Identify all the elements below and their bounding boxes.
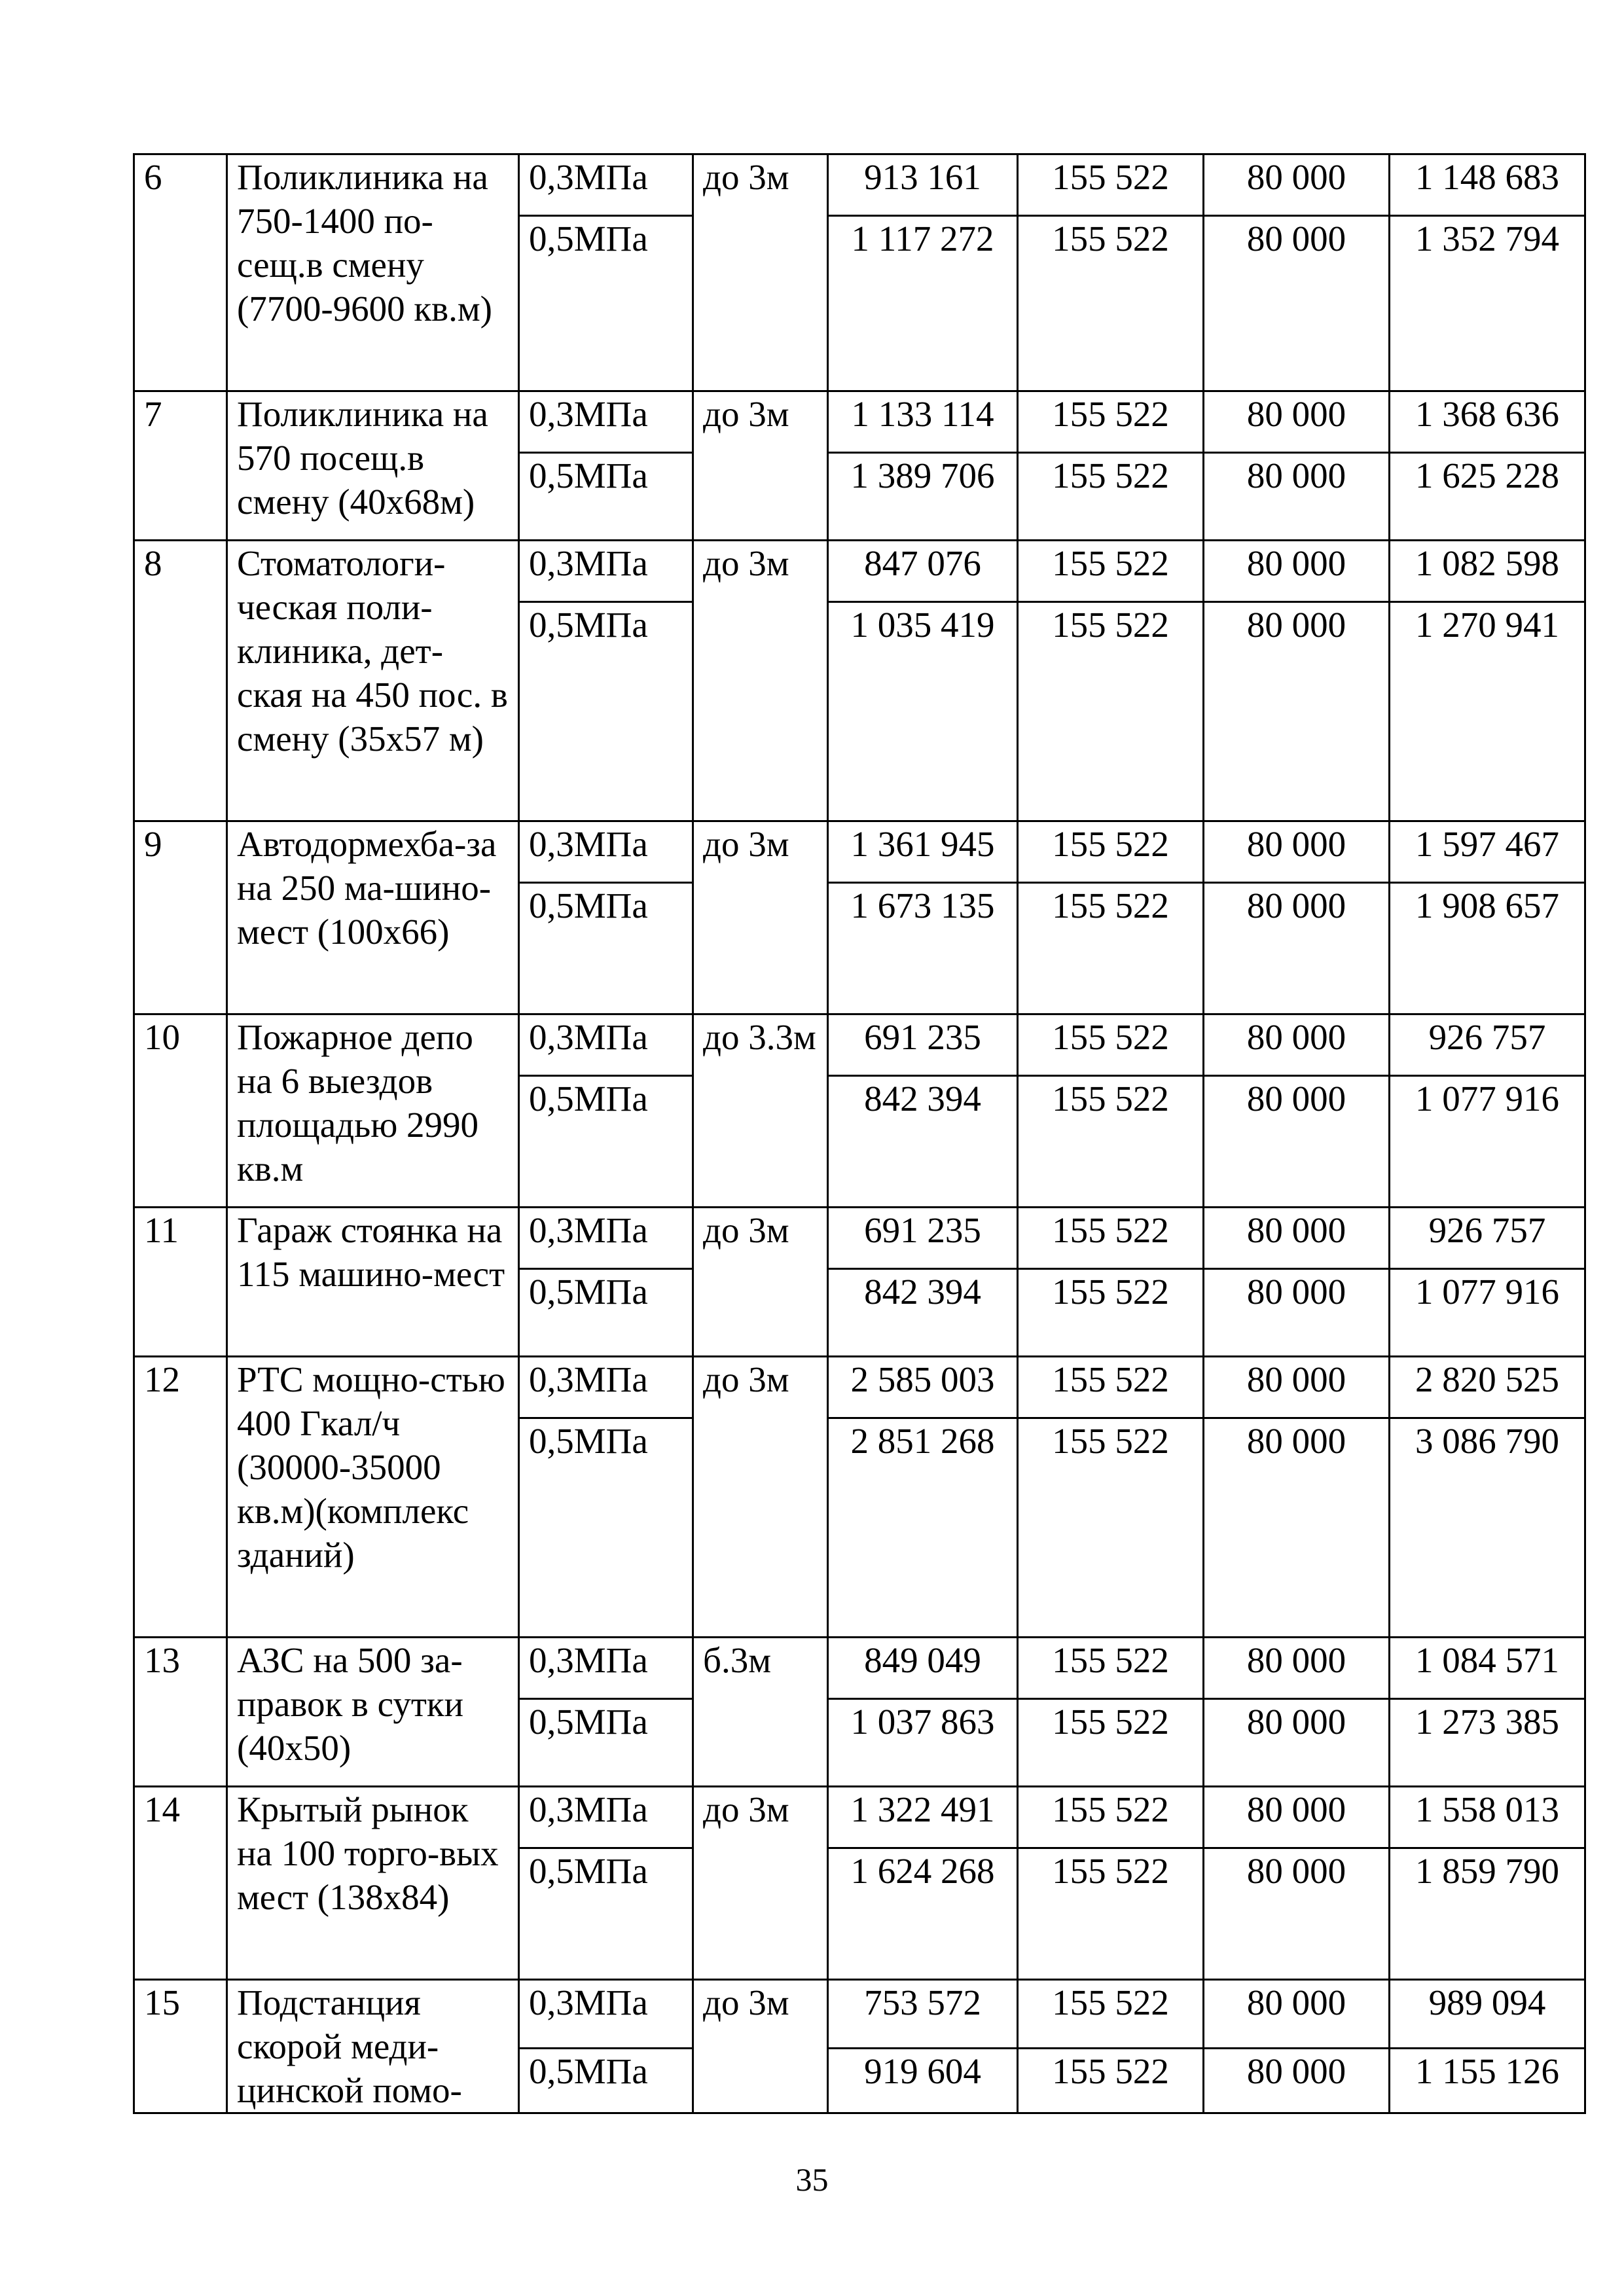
value-cell: 155 522 xyxy=(1018,1638,1204,1699)
table-row xyxy=(134,1980,1585,2049)
object-name-cell: Подстанция скорой меди-цинской помо- xyxy=(227,1980,519,2113)
value-cell: 1 035 419 xyxy=(828,602,1018,821)
row-number-cell: 7 xyxy=(134,391,227,541)
depth-cell: до 3.3м xyxy=(693,1014,828,1208)
depth-cell: б.3м xyxy=(693,1638,828,1787)
depth-cell: до 3м xyxy=(693,821,828,1014)
row-number-cell: 14 xyxy=(134,1787,227,1980)
value-cell: 80 000 xyxy=(1204,2048,1390,2113)
value-cell: 913 161 xyxy=(828,154,1018,216)
value-cell: 80 000 xyxy=(1204,216,1390,391)
total-cell: 1 155 126 xyxy=(1390,2048,1585,2113)
value-cell: 842 394 xyxy=(828,1076,1018,1208)
object-name-cell: Автодормехба-за на 250 ма-шино-мест (100х66) xyxy=(227,821,519,1014)
value-cell: 80 000 xyxy=(1204,541,1390,602)
table-row xyxy=(134,1208,1585,1269)
table-row xyxy=(134,1787,1585,1848)
pressure-cell: 0,3МПа xyxy=(519,821,693,883)
value-cell: 80 000 xyxy=(1204,1848,1390,1980)
table-row xyxy=(134,1638,1585,1699)
total-cell: 1 082 598 xyxy=(1390,541,1585,602)
depth-cell: до 3м xyxy=(693,1208,828,1357)
value-cell: 1 117 272 xyxy=(828,216,1018,391)
value-cell: 155 522 xyxy=(1018,1269,1204,1357)
total-cell: 3 086 790 xyxy=(1390,1418,1585,1638)
page-number: 35 xyxy=(795,2161,829,2198)
value-cell: 155 522 xyxy=(1018,1357,1204,1418)
object-name-cell: Поликлиника на 750-1400 по-сещ.в смену (7700-9600 кв.м) xyxy=(227,154,519,391)
value-cell: 1 361 945 xyxy=(828,821,1018,883)
value-cell: 1 389 706 xyxy=(828,453,1018,541)
total-cell: 1 077 916 xyxy=(1390,1269,1585,1357)
value-cell: 80 000 xyxy=(1204,453,1390,541)
cost-table xyxy=(133,153,1586,2114)
pressure-cell: 0,5МПа xyxy=(519,883,693,1014)
total-cell: 1 908 657 xyxy=(1390,883,1585,1014)
value-cell: 691 235 xyxy=(828,1014,1018,1076)
row-number-cell: 11 xyxy=(134,1208,227,1357)
value-cell: 80 000 xyxy=(1204,1357,1390,1418)
pressure-cell: 0,3МПа xyxy=(519,1014,693,1076)
total-cell: 926 757 xyxy=(1390,1014,1585,1076)
value-cell: 919 604 xyxy=(828,2048,1018,2113)
value-cell: 155 522 xyxy=(1018,1208,1204,1269)
object-name-cell: РТС мощно-стью 400 Гкал/ч (30000-35000 кв.м)(комплекс зданий) xyxy=(227,1357,519,1638)
row-number-cell: 13 xyxy=(134,1638,227,1787)
total-cell: 1 273 385 xyxy=(1390,1699,1585,1787)
value-cell: 80 000 xyxy=(1204,1699,1390,1787)
value-cell: 80 000 xyxy=(1204,391,1390,453)
depth-cell: до 3м xyxy=(693,1357,828,1638)
pressure-cell: 0,5МПа xyxy=(519,453,693,541)
value-cell: 2 585 003 xyxy=(828,1357,1018,1418)
value-cell: 80 000 xyxy=(1204,883,1390,1014)
row-number-cell: 10 xyxy=(134,1014,227,1208)
table-row xyxy=(134,541,1585,602)
pressure-cell: 0,5МПа xyxy=(519,2048,693,2113)
pressure-cell: 0,5МПа xyxy=(519,1848,693,1980)
value-cell: 155 522 xyxy=(1018,1980,1204,2049)
total-cell: 926 757 xyxy=(1390,1208,1585,1269)
table-row xyxy=(134,154,1585,216)
total-cell: 1 625 228 xyxy=(1390,453,1585,541)
object-name-cell: Гараж стоянка на 115 машино-мест xyxy=(227,1208,519,1357)
value-cell: 842 394 xyxy=(828,1269,1018,1357)
pressure-cell: 0,5МПа xyxy=(519,1418,693,1638)
value-cell: 155 522 xyxy=(1018,2048,1204,2113)
value-cell: 847 076 xyxy=(828,541,1018,602)
value-cell: 1 133 114 xyxy=(828,391,1018,453)
value-cell: 155 522 xyxy=(1018,391,1204,453)
pressure-cell: 0,3МПа xyxy=(519,391,693,453)
row-number-cell: 12 xyxy=(134,1357,227,1638)
depth-cell: до 3м xyxy=(693,1980,828,2113)
value-cell: 155 522 xyxy=(1018,216,1204,391)
value-cell: 80 000 xyxy=(1204,154,1390,216)
object-name-cell: Пожарное депо на 6 выездов площадью 2990 кв.м xyxy=(227,1014,519,1208)
value-cell: 155 522 xyxy=(1018,1699,1204,1787)
total-cell: 1 352 794 xyxy=(1390,216,1585,391)
row-number-cell: 15 xyxy=(134,1980,227,2113)
total-cell: 1 597 467 xyxy=(1390,821,1585,883)
value-cell: 155 522 xyxy=(1018,1848,1204,1980)
value-cell: 80 000 xyxy=(1204,1014,1390,1076)
depth-cell: до 3м xyxy=(693,154,828,391)
pressure-cell: 0,5МПа xyxy=(519,1076,693,1208)
object-name-cell: Крытый рынок на 100 торго-вых мест (138х84) xyxy=(227,1787,519,1980)
value-cell: 155 522 xyxy=(1018,602,1204,821)
value-cell: 80 000 xyxy=(1204,1269,1390,1357)
value-cell: 155 522 xyxy=(1018,453,1204,541)
value-cell: 155 522 xyxy=(1018,821,1204,883)
depth-cell: до 3м xyxy=(693,1787,828,1980)
value-cell: 1 673 135 xyxy=(828,883,1018,1014)
row-number-cell: 8 xyxy=(134,541,227,821)
object-name-cell: АЗС на 500 за-правок в сутки (40х50) xyxy=(227,1638,519,1787)
total-cell: 1 084 571 xyxy=(1390,1638,1585,1699)
table-row xyxy=(134,391,1585,453)
total-cell: 1 148 683 xyxy=(1390,154,1585,216)
value-cell: 80 000 xyxy=(1204,1418,1390,1638)
table-row xyxy=(134,1014,1585,1076)
row-number-cell: 9 xyxy=(134,821,227,1014)
total-cell: 1 368 636 xyxy=(1390,391,1585,453)
value-cell: 80 000 xyxy=(1204,1980,1390,2049)
pressure-cell: 0,3МПа xyxy=(519,1357,693,1418)
total-cell: 1 859 790 xyxy=(1390,1848,1585,1980)
pressure-cell: 0,3МПа xyxy=(519,1980,693,2049)
value-cell: 753 572 xyxy=(828,1980,1018,2049)
pressure-cell: 0,5МПа xyxy=(519,216,693,391)
object-name-cell: Стоматологи-ческая поли-клиника, дет-ская на 450 пос. в смену (35х57 м) xyxy=(227,541,519,821)
pressure-cell: 0,3МПа xyxy=(519,1787,693,1848)
value-cell: 155 522 xyxy=(1018,883,1204,1014)
value-cell: 155 522 xyxy=(1018,1418,1204,1638)
pressure-cell: 0,3МПа xyxy=(519,1208,693,1269)
pressure-cell: 0,5МПа xyxy=(519,1699,693,1787)
pressure-cell: 0,3МПа xyxy=(519,154,693,216)
value-cell: 155 522 xyxy=(1018,154,1204,216)
value-cell: 1 037 863 xyxy=(828,1699,1018,1787)
total-cell: 989 094 xyxy=(1390,1980,1585,2049)
value-cell: 691 235 xyxy=(828,1208,1018,1269)
value-cell: 80 000 xyxy=(1204,1208,1390,1269)
value-cell: 1 322 491 xyxy=(828,1787,1018,1848)
value-cell: 2 851 268 xyxy=(828,1418,1018,1638)
table-row xyxy=(134,1357,1585,1418)
row-number-cell: 6 xyxy=(134,154,227,391)
pressure-cell: 0,3МПа xyxy=(519,1638,693,1699)
value-cell: 80 000 xyxy=(1204,1076,1390,1208)
total-cell: 1 558 013 xyxy=(1390,1787,1585,1848)
total-cell: 1 077 916 xyxy=(1390,1076,1585,1208)
pressure-cell: 0,5МПа xyxy=(519,602,693,821)
table-row xyxy=(134,821,1585,883)
object-name-cell: Поликлиника на 570 посещ.в смену (40х68м) xyxy=(227,391,519,541)
value-cell: 155 522 xyxy=(1018,541,1204,602)
value-cell: 80 000 xyxy=(1204,1787,1390,1848)
depth-cell: до 3м xyxy=(693,391,828,541)
value-cell: 80 000 xyxy=(1204,1638,1390,1699)
value-cell: 1 624 268 xyxy=(828,1848,1018,1980)
depth-cell: до 3м xyxy=(693,541,828,821)
total-cell: 1 270 941 xyxy=(1390,602,1585,821)
value-cell: 849 049 xyxy=(828,1638,1018,1699)
pressure-cell: 0,5МПа xyxy=(519,1269,693,1357)
total-cell: 2 820 525 xyxy=(1390,1357,1585,1418)
value-cell: 155 522 xyxy=(1018,1787,1204,1848)
value-cell: 155 522 xyxy=(1018,1014,1204,1076)
value-cell: 80 000 xyxy=(1204,821,1390,883)
value-cell: 80 000 xyxy=(1204,602,1390,821)
value-cell: 155 522 xyxy=(1018,1076,1204,1208)
pressure-cell: 0,3МПа xyxy=(519,541,693,602)
